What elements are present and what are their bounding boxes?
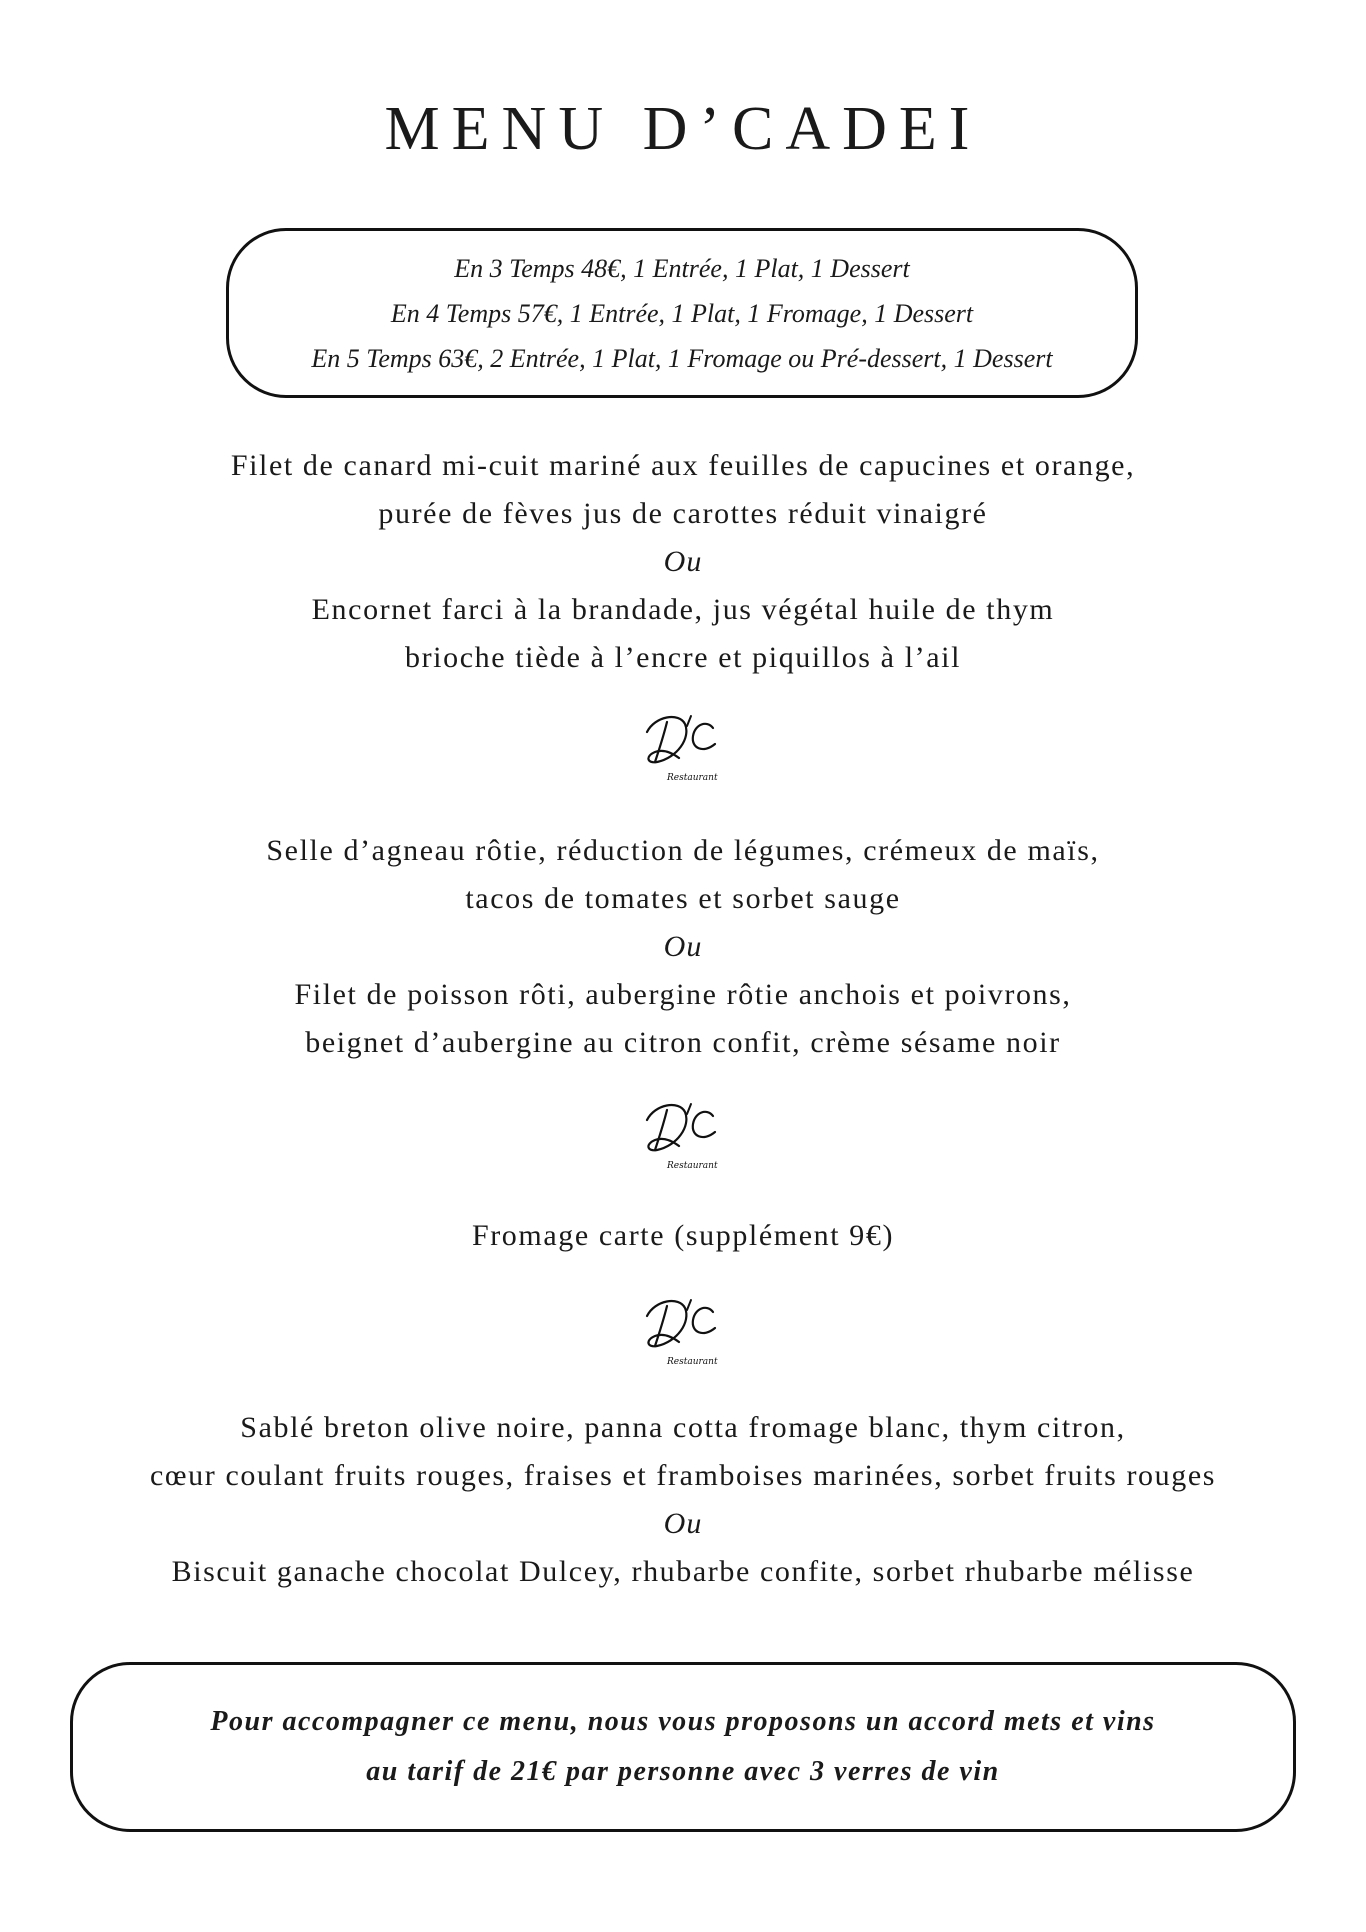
plat-1-line-2: tacos de tomates et sorbet sauge [465,882,901,915]
dessert-1-line-2: cœur coulant fruits rouges, fraises et framboises marinées, sorbet fruits rouges [149,1459,1217,1492]
formula-4-temps: En 4 Temps 57€, 1 Entrée, 1 Plat, 1 Fromage, 1 Dessert [390,298,974,328]
entree-2-line-2: brioche tiède à l’encre et piquillos à l’ail [404,641,962,674]
formula-3-temps: En 3 Temps 48€, 1 Entrée, 1 Plat, 1 Dessert [454,253,910,283]
entrees-section [0,442,1366,682]
wine-pairing-line-1: Pour accompagner ce menu, nous vous proposons un accord mets et vins [210,1706,1156,1737]
plat-2-line-2: beignet d’aubergine au citron confit, crème sésame noir [305,1026,1061,1059]
svg-text:Restaurant: Restaurant [667,1161,718,1170]
fromage-line: Fromage carte (supplément 9€) [471,1219,895,1252]
desserts-section [0,1404,1366,1596]
formula-5-temps: En 5 Temps 63€, 2 Entrée, 1 Plat, 1 Fromage ou Pré-dessert, 1 Dessert [311,343,1053,373]
or-separator: Ou [663,930,703,963]
restaurant-logo [633,1286,733,1366]
wine-pairing-line-2: au tarif de 21€ par personne avec 3 verres de vin [366,1756,1000,1787]
plat-1-line-1: Selle d’agneau rôtie, réduction de légumes, crémeux de maïs, [266,834,1100,867]
fromage-section [0,1212,1366,1260]
or-separator: Ou [663,1507,703,1540]
plats-section [0,827,1366,1067]
svg-text:Restaurant: Restaurant [667,1357,718,1366]
dessert-1-line-1: Sablé breton olive noire, panna cotta fromage blanc, thym citron, [240,1411,1126,1444]
formulas-box [226,228,1138,398]
restaurant-logo [633,702,733,782]
or-separator: Ou [663,545,703,578]
menu-title: MENU D’CADEI [384,95,982,163]
dessert-2-line-1: Biscuit ganache chocolat Dulcey, rhubarbe confite, sorbet rhubarbe mélisse [171,1555,1195,1588]
restaurant-logo [633,1090,733,1170]
svg-text:Restaurant: Restaurant [667,773,718,782]
entree-2-line-1: Encornet farci à la brandade, jus végétal huile de thym [311,593,1055,626]
plat-2-line-1: Filet de poisson rôti, aubergine rôtie anchois et poivrons, [294,978,1072,1011]
wine-pairing-box [70,1662,1296,1832]
entree-1-line-2: purée de fèves jus de carottes réduit vinaigré [378,497,988,530]
entree-1-line-1: Filet de canard mi-cuit mariné aux feuilles de capucines et orange, [230,449,1136,482]
